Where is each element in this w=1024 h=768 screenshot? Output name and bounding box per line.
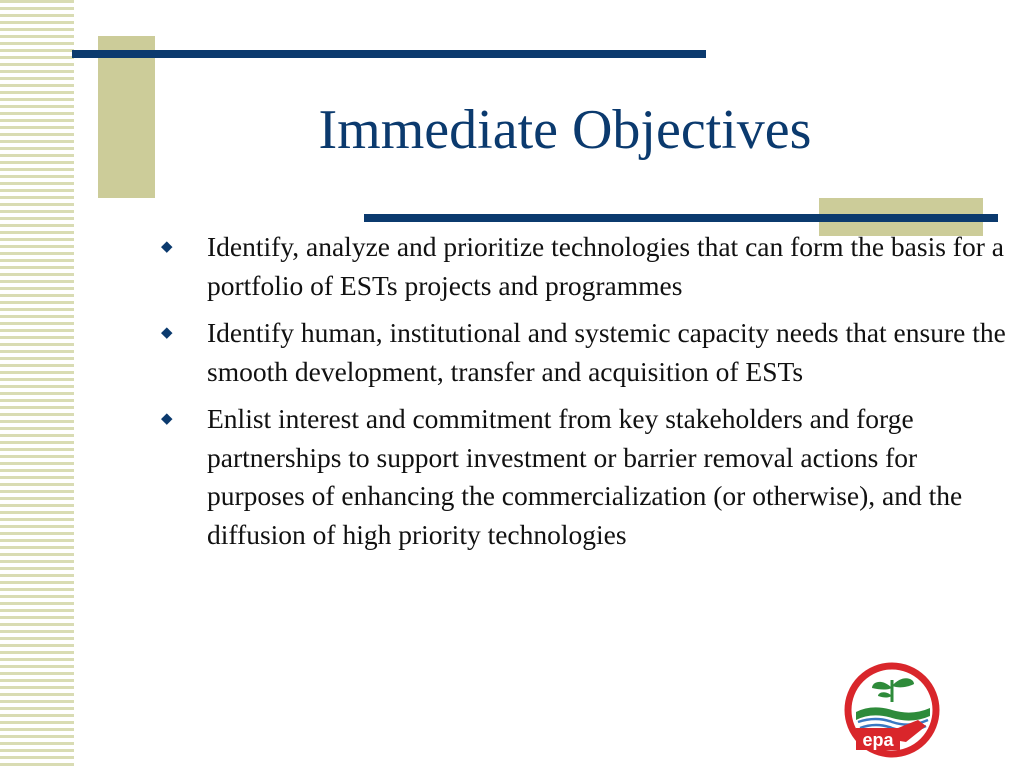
bullet-list [155,228,1015,563]
bullet-item [155,314,1015,391]
slide-title: Immediate Objectives [318,99,812,161]
bullet-text: Identify human, institutional and systemic capacity needs that ensure the smooth development, transfer and acquisition of ESTs [207,317,1006,387]
decorative-stripes [0,0,74,768]
diamond-bullet-icon: ◆ [161,239,173,255]
epa-logo [842,662,946,758]
bullet-item [155,400,1015,554]
decorative-bar-bottom [364,214,998,222]
logo-text: epa [862,730,894,750]
bullet-text: Enlist interest and commitment from key stakeholders and forge partnerships to support investment or barrier removal actions for purposes of enhancing the commercialization (or otherwise), and the diffusion of high priority technologies [207,403,963,550]
decorative-bar-top [72,50,706,58]
diamond-bullet-icon: ◆ [161,411,173,427]
bullet-text: Identify, analyze and prioritize technologies that can form the basis for a portfolio of ESTs projects and programmes [207,231,1004,301]
diamond-bullet-icon: ◆ [161,325,173,341]
bullet-item [155,228,1015,305]
